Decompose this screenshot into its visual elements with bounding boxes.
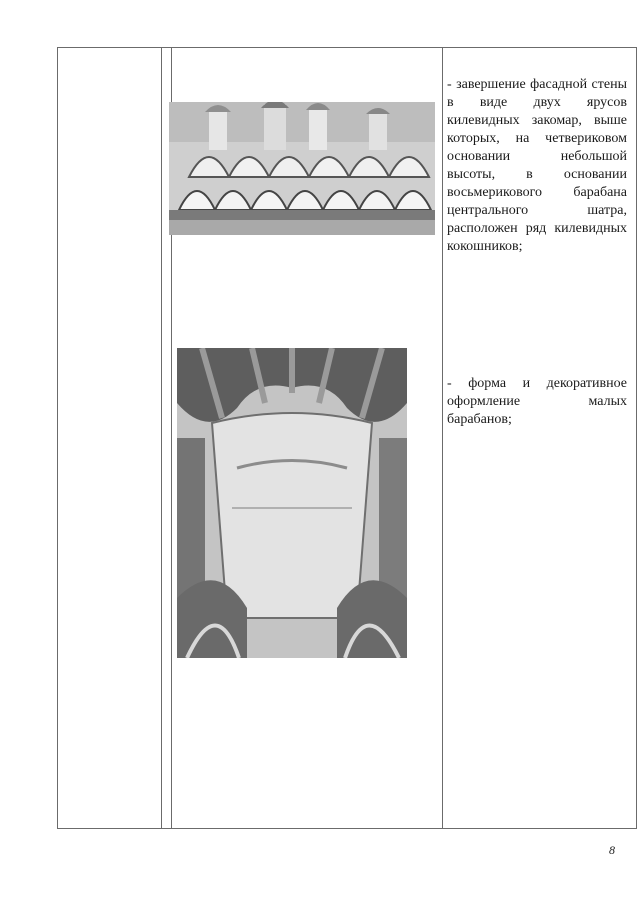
features-table [57, 47, 637, 829]
page-number: 8 [609, 843, 615, 857]
photo-small-drum [177, 348, 407, 658]
photo-facade-kokoshniks [169, 102, 435, 235]
feature-description: - завершение фасадной стены в виде двух ярусов килевидных закомар, выше которых, на четвериковом основании небольшой высоты, в основании восьмерикового барабана центрального шатра, расположен ряд килевидных кокошников; [447, 77, 627, 254]
column-divider [161, 48, 162, 828]
feature-description: - форма и декоративное оформление малых барабанов; [447, 376, 627, 427]
column-divider [442, 48, 443, 828]
